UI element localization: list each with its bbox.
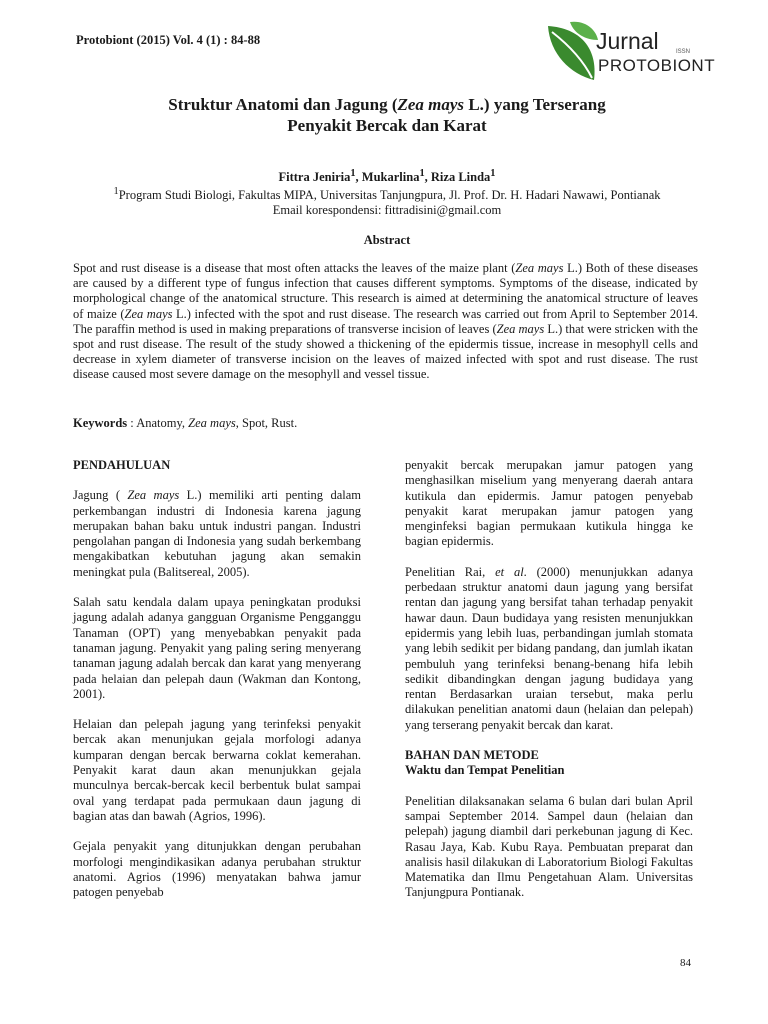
paragraph: Penelitian Rai, et al. (2000) menunjukkan adanya perbedaan struktur anatomi daun jagung yang bersifat rentan dan jagung yang bersifat tahan terhadap penyakit hawar daun. Daun budidaya yang resisten menunjukkan epidermis yang lebih luas, perbandingan jumlah stomata yang lebih sedikit per bidang pandang, dan jumlah ikatan pembuluh yang terinfeksi benang-benang hifa lebih sedikit dibandingkan dengan jagung budidaya yang rentan Berdasarkan uraian tersebut, maka perlu dilakukan penelitian anatomi daun (helaian dan pelepah) yang terserang penyakit bercak dan karat. [405, 564, 693, 732]
right-column [405, 458, 693, 916]
logo-superscript: ISSN [676, 49, 691, 55]
paragraph: penyakit bercak merupakan jamur patogen yang menghasilkan miselium yang menyerang daerah antara kutikula dan epidermis. Jamur patogen penyebab penyakit karat merupakan jamur patogen yang menginfeksi bagian permukaan kutikula hingga ke bagian epidermis. [405, 458, 693, 549]
paragraph: Helaian dan pelepah jagung yang terinfeksi penyakit bercak akan menunjukan gejala morfologi adanya kumparan dengan bercak berwarna coklat kemerahan. Penyakit karat daun akan menunjukkan gejala munculnya bercak-bercak kecil berbentuk bulat sampai oval yang terdapat pada permukaan daun jagung di bagian atas dan bawah (Agrios, 1996). [73, 717, 361, 823]
author-affiliation: $^1$Program Studi Biologi, Fakultas MIPA, Universitas Tanjungpura, Jl. Prof. Dr. H. Hadari Nawawi, Pontianak [113, 186, 661, 203]
paragraph: Penelitian dilaksanakan selama 6 bulan dari bulan April sampai September 2014. Sampel daun (helaian dan pelepah) jagung diambil dari perkebunan jagung di Kec. Rasau Jaya, Kab. Kubu Raya. Pembuatan preparat dan analisis hasil dilakukan di Laboratorium Biologi Fakultas Matematika dan Ilmu Pengetahuan Alam. Universitas Tanjungpura Pontianak. [405, 793, 693, 900]
page-number: 84 [680, 957, 691, 969]
corresponding-email: Email korespondensi: fittradisini@gmail.com [272, 203, 502, 217]
subsection-heading-waktu-tempat: Waktu dan Tempat Penelitian [405, 763, 565, 778]
paragraph: Salah satu kendala dalam upaya peningkatan produksi jagung adalah adanya gangguan Organisme Pengganggu Tanaman (OPT) yang menyebabkan penyakit pada tanaman jagung. Penyakit yang paling sering menyerang tanaman jagung adalah bercak dan karat yang menyerang pada helaian dan pelepah daun (Wakman dan Kontong, 2001). [73, 595, 361, 701]
paragraph: Jagung ( Zea mays L.) memiliki arti penting dalam perkembangan industri di Indonesia karena jagung merupakan bahan baku untuk industri pangan. Industri pengolahan pangan di Indonesia yang sudah berkembang mengakibatkan kebutuhan jagung akan semakin meningkat pula (Balitsereal, 2005). [73, 488, 361, 579]
title-line-2: Penyakit Bercak dan Karat [287, 116, 487, 135]
left-column [73, 458, 361, 915]
keywords-line: Keywords : Anatomy, Zea mays, Spot, Rust. [73, 416, 298, 430]
paragraph: Gejala penyakit yang ditunjukkan dengan perubahan morfologi mengindikasikan adanya perubahan struktur anatomi. Agrios (1996) menyatakan bahwa jamur patogen penyebab [73, 839, 361, 900]
logo-text-protobiont: PROTOBIONT [598, 56, 716, 75]
abstract-heading: Abstract [363, 233, 411, 247]
logo-text-jurnal: Jurnal [596, 28, 659, 54]
paper-title [76, 94, 698, 136]
keywords-label: Keywords [73, 416, 128, 430]
journal-citation: Protobiont (2015) Vol. 4 (1) : 84-88 [76, 33, 261, 47]
title-line-1: Struktur Anatomi dan Jagung (Zea mays L.) yang Terserang [168, 95, 606, 114]
abstract-body: Spot and rust disease is a disease that most often attacks the leaves of the maize plant (Zea mays L.) Both of these diseases are caused by a different type of fungus infection that causes different symptoms. Symptoms of the disease, indicated by morphological change of the anatomical structure. This research is aimed at determining the anatomical structure of leaves of maize (Zea mays L.) infected with the spot and rust disease. The research was carried out from April to September 2014. The paraffin method is used in making preparations of transverse incision of leaves (Zea mays L.) that were stricken with the spot and rust disease. The result of the study showed a thickening of the epidermis tissue, increase in mesophyll cells and decrease in xylem diameter of transverse incision on the leaves of maized infected with spot and rust disease. The rust disease caused most severe damage on the mesophyll and vessel tissue. [73, 261, 698, 382]
section-heading-bahan-metode: BAHAN DAN METODE [405, 748, 539, 763]
section-heading-pendahuluan: PENDAHULUAN [73, 458, 171, 472]
author-list: Fittra Jeniria$^1$, Mukarlina$^1$, Riza Linda$^1$ [278, 168, 496, 185]
title-species-italic: Zea mays [397, 95, 465, 114]
